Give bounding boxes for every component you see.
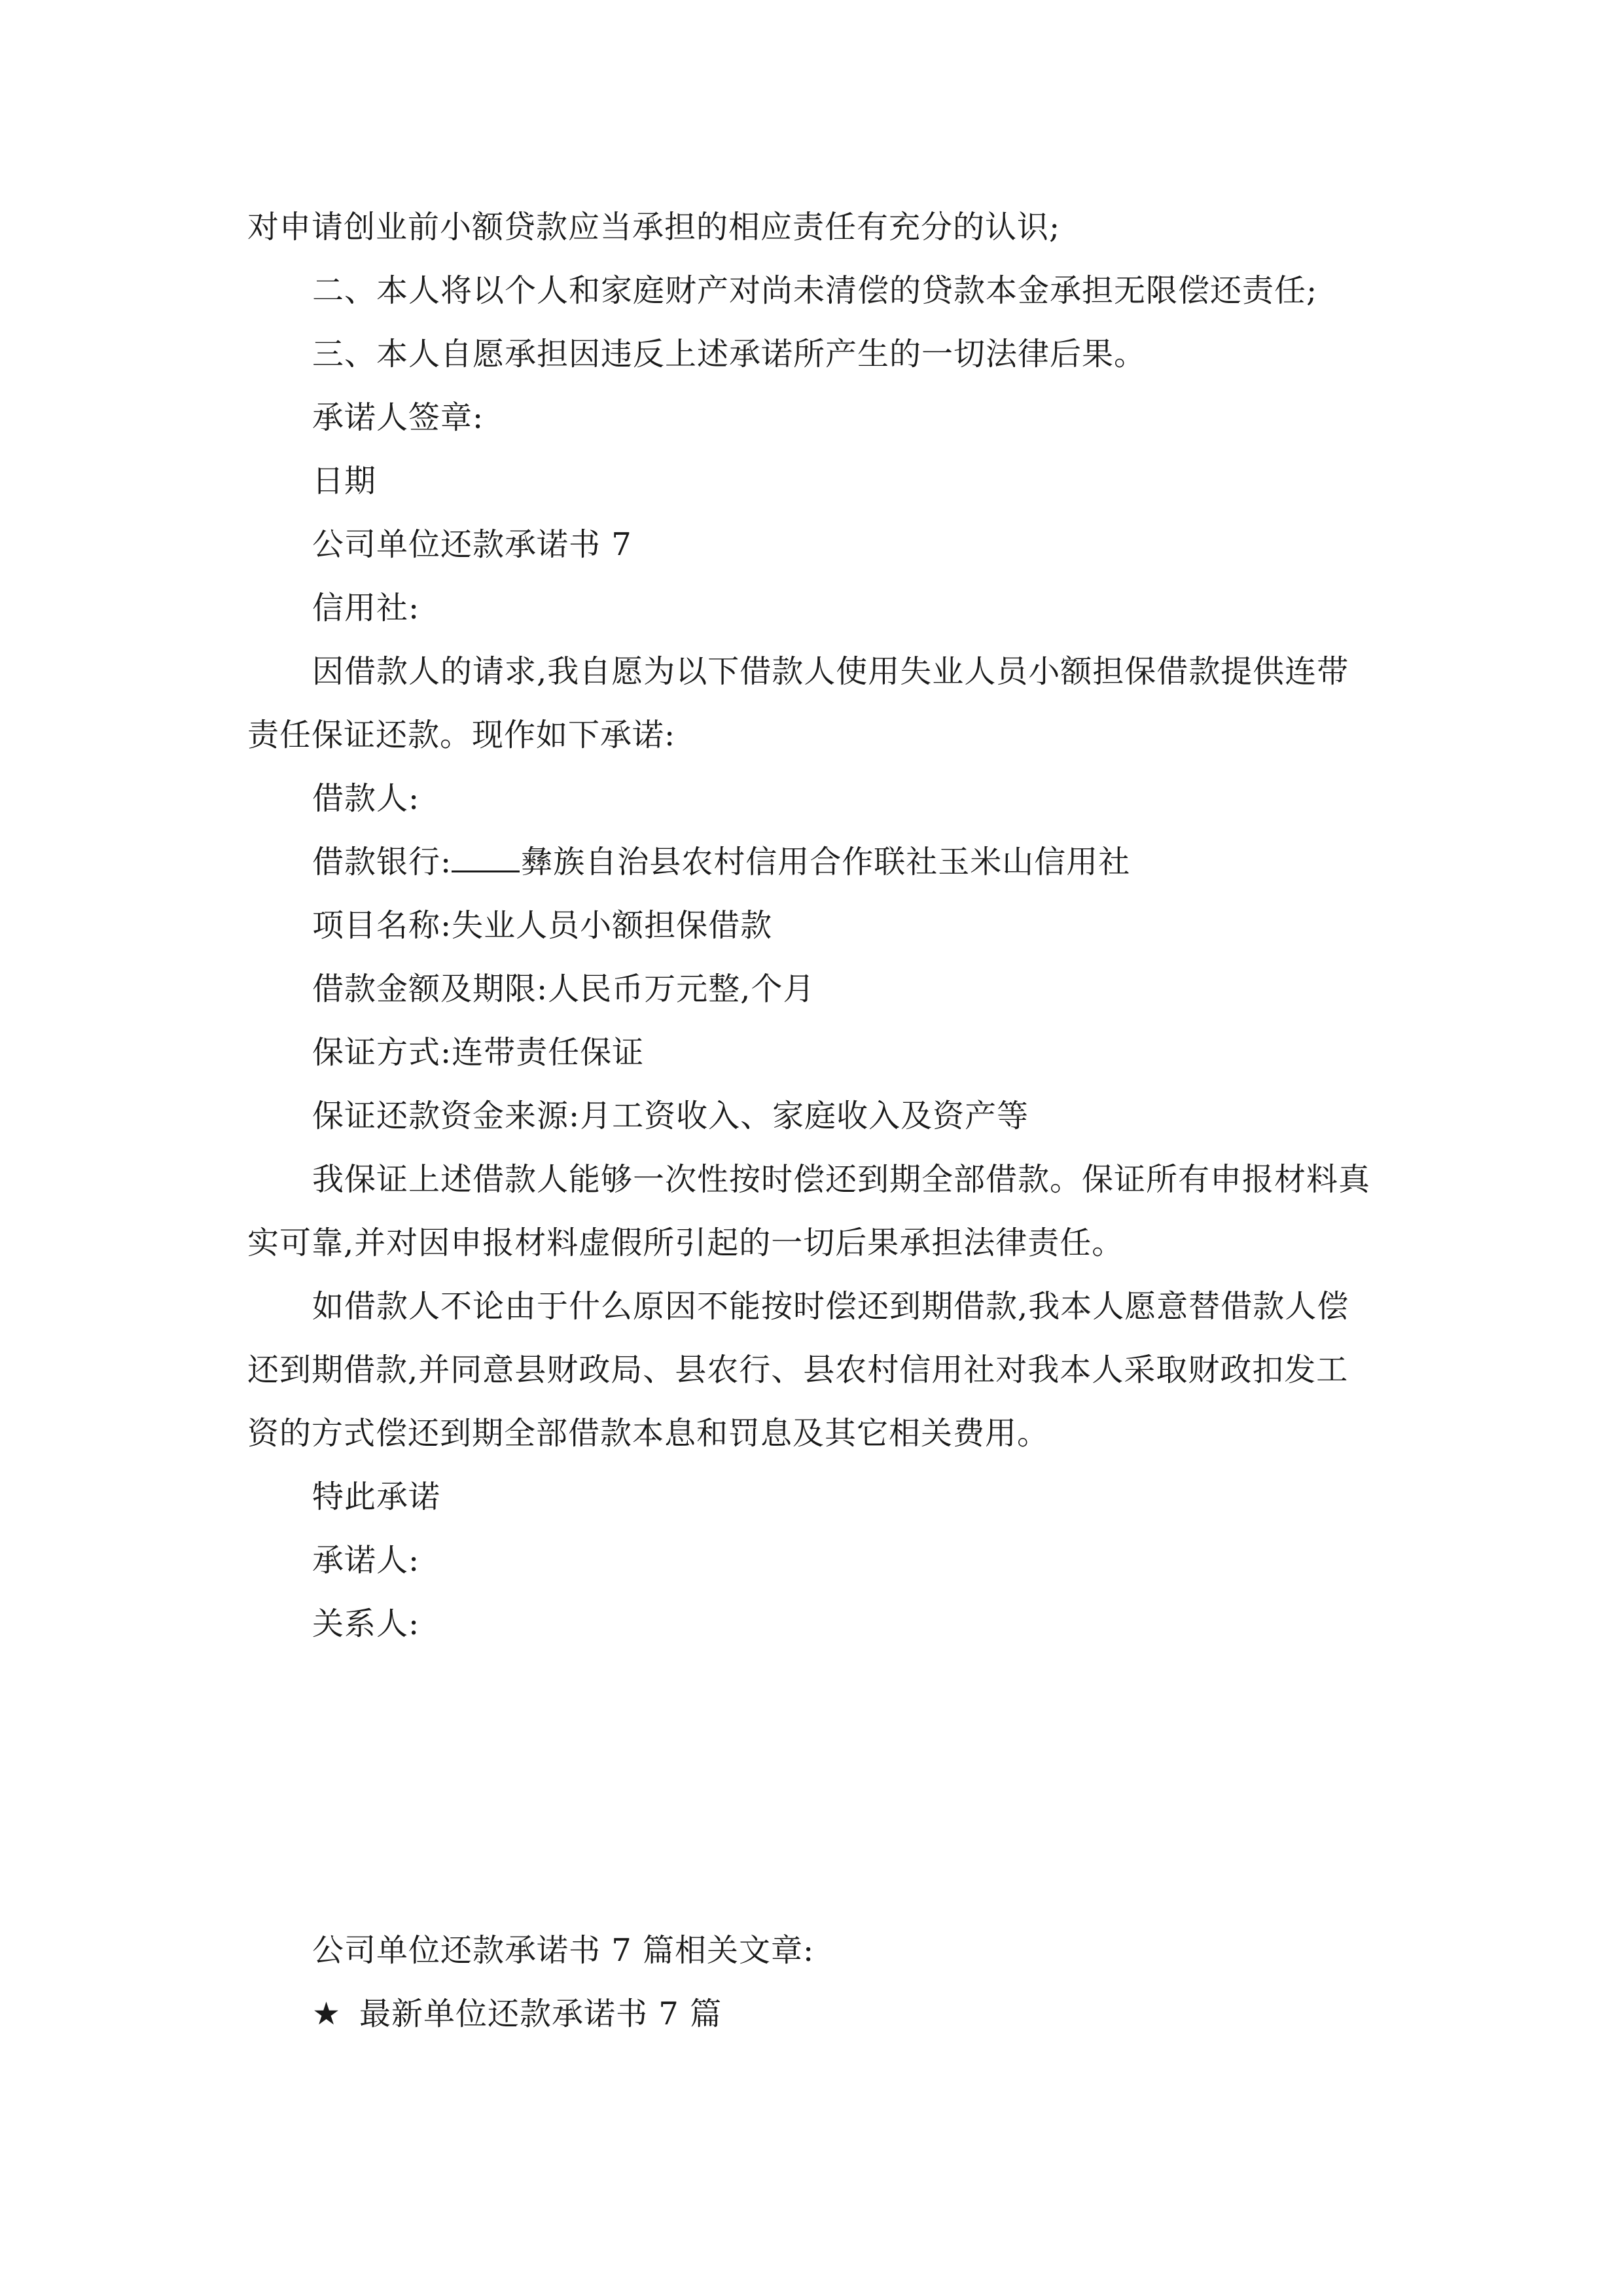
field-funding-source: 保证还款资金来源:月工资收入、家庭收入及资产等 [312,1098,1029,1134]
related-article-title[interactable]: 最新单位还款承诺书 7 篇 [359,1996,722,2032]
text-line: 对申请创业前小额贷款应当承担的相应责任有充分的认识; [247,209,1061,245]
star-icon: ★ [312,1996,342,2032]
field-lending-bank [312,842,1130,882]
section-title: 公司单位还款承诺书 7 [312,526,632,563]
related-articles-heading: 公司单位还款承诺书 7 篇相关文章: [312,1932,815,1969]
text-line: 还到期借款,并同意县财政局、县农行、县农村信用社对我本人采取财政扣发工 [247,1352,1349,1388]
text-line: 实可靠,并对因申报材料虚假所引起的一切后果承担法律责任。 [247,1225,1124,1261]
field-value: 彝族自治县农村信用合作联社玉米山信用社 [521,844,1131,880]
blank-underline [452,844,520,872]
date-label: 日期 [312,463,377,499]
field-guarantee-type: 保证方式:连带责任保证 [312,1034,645,1071]
text-line: 我保证上述借款人能够一次性按时偿还到期全部借款。保证所有申报材料真 [312,1161,1371,1198]
field-borrower: 借款人: [312,780,420,817]
promisor-label: 承诺人: [312,1542,420,1579]
text-line: 责任保证还款。现作如下承诺: [247,717,676,753]
closing-statement: 特此承诺 [312,1479,441,1515]
related-person-label: 关系人: [312,1605,420,1642]
signature-label: 承诺人签章: [312,399,484,436]
field-label: 借款银行: [312,844,452,880]
related-article-link[interactable] [312,1994,722,2034]
text-line: 资的方式偿还到期全部借款本息和罚息及其它相关费用。 [247,1415,1050,1452]
salutation: 信用社: [312,590,420,626]
field-amount-term: 借款金额及期限:人民币万元整,个月 [312,971,815,1007]
text-line: 因借款人的请求,我自愿为以下借款人使用失业人员小额担保借款提供连带 [312,653,1349,690]
field-project-name: 项目名称:失业人员小额担保借款 [312,907,773,944]
text-line: 如借款人不论由于什么原因不能按时偿还到期借款,我本人愿意替借款人偿 [312,1288,1349,1325]
text-line: 三、本人自愿承担因违反上述承诺所产生的一切法律后果。 [312,336,1147,372]
text-line: 二、本人将以个人和家庭财产对尚未清偿的贷款本金承担无限偿还责任; [312,272,1318,309]
